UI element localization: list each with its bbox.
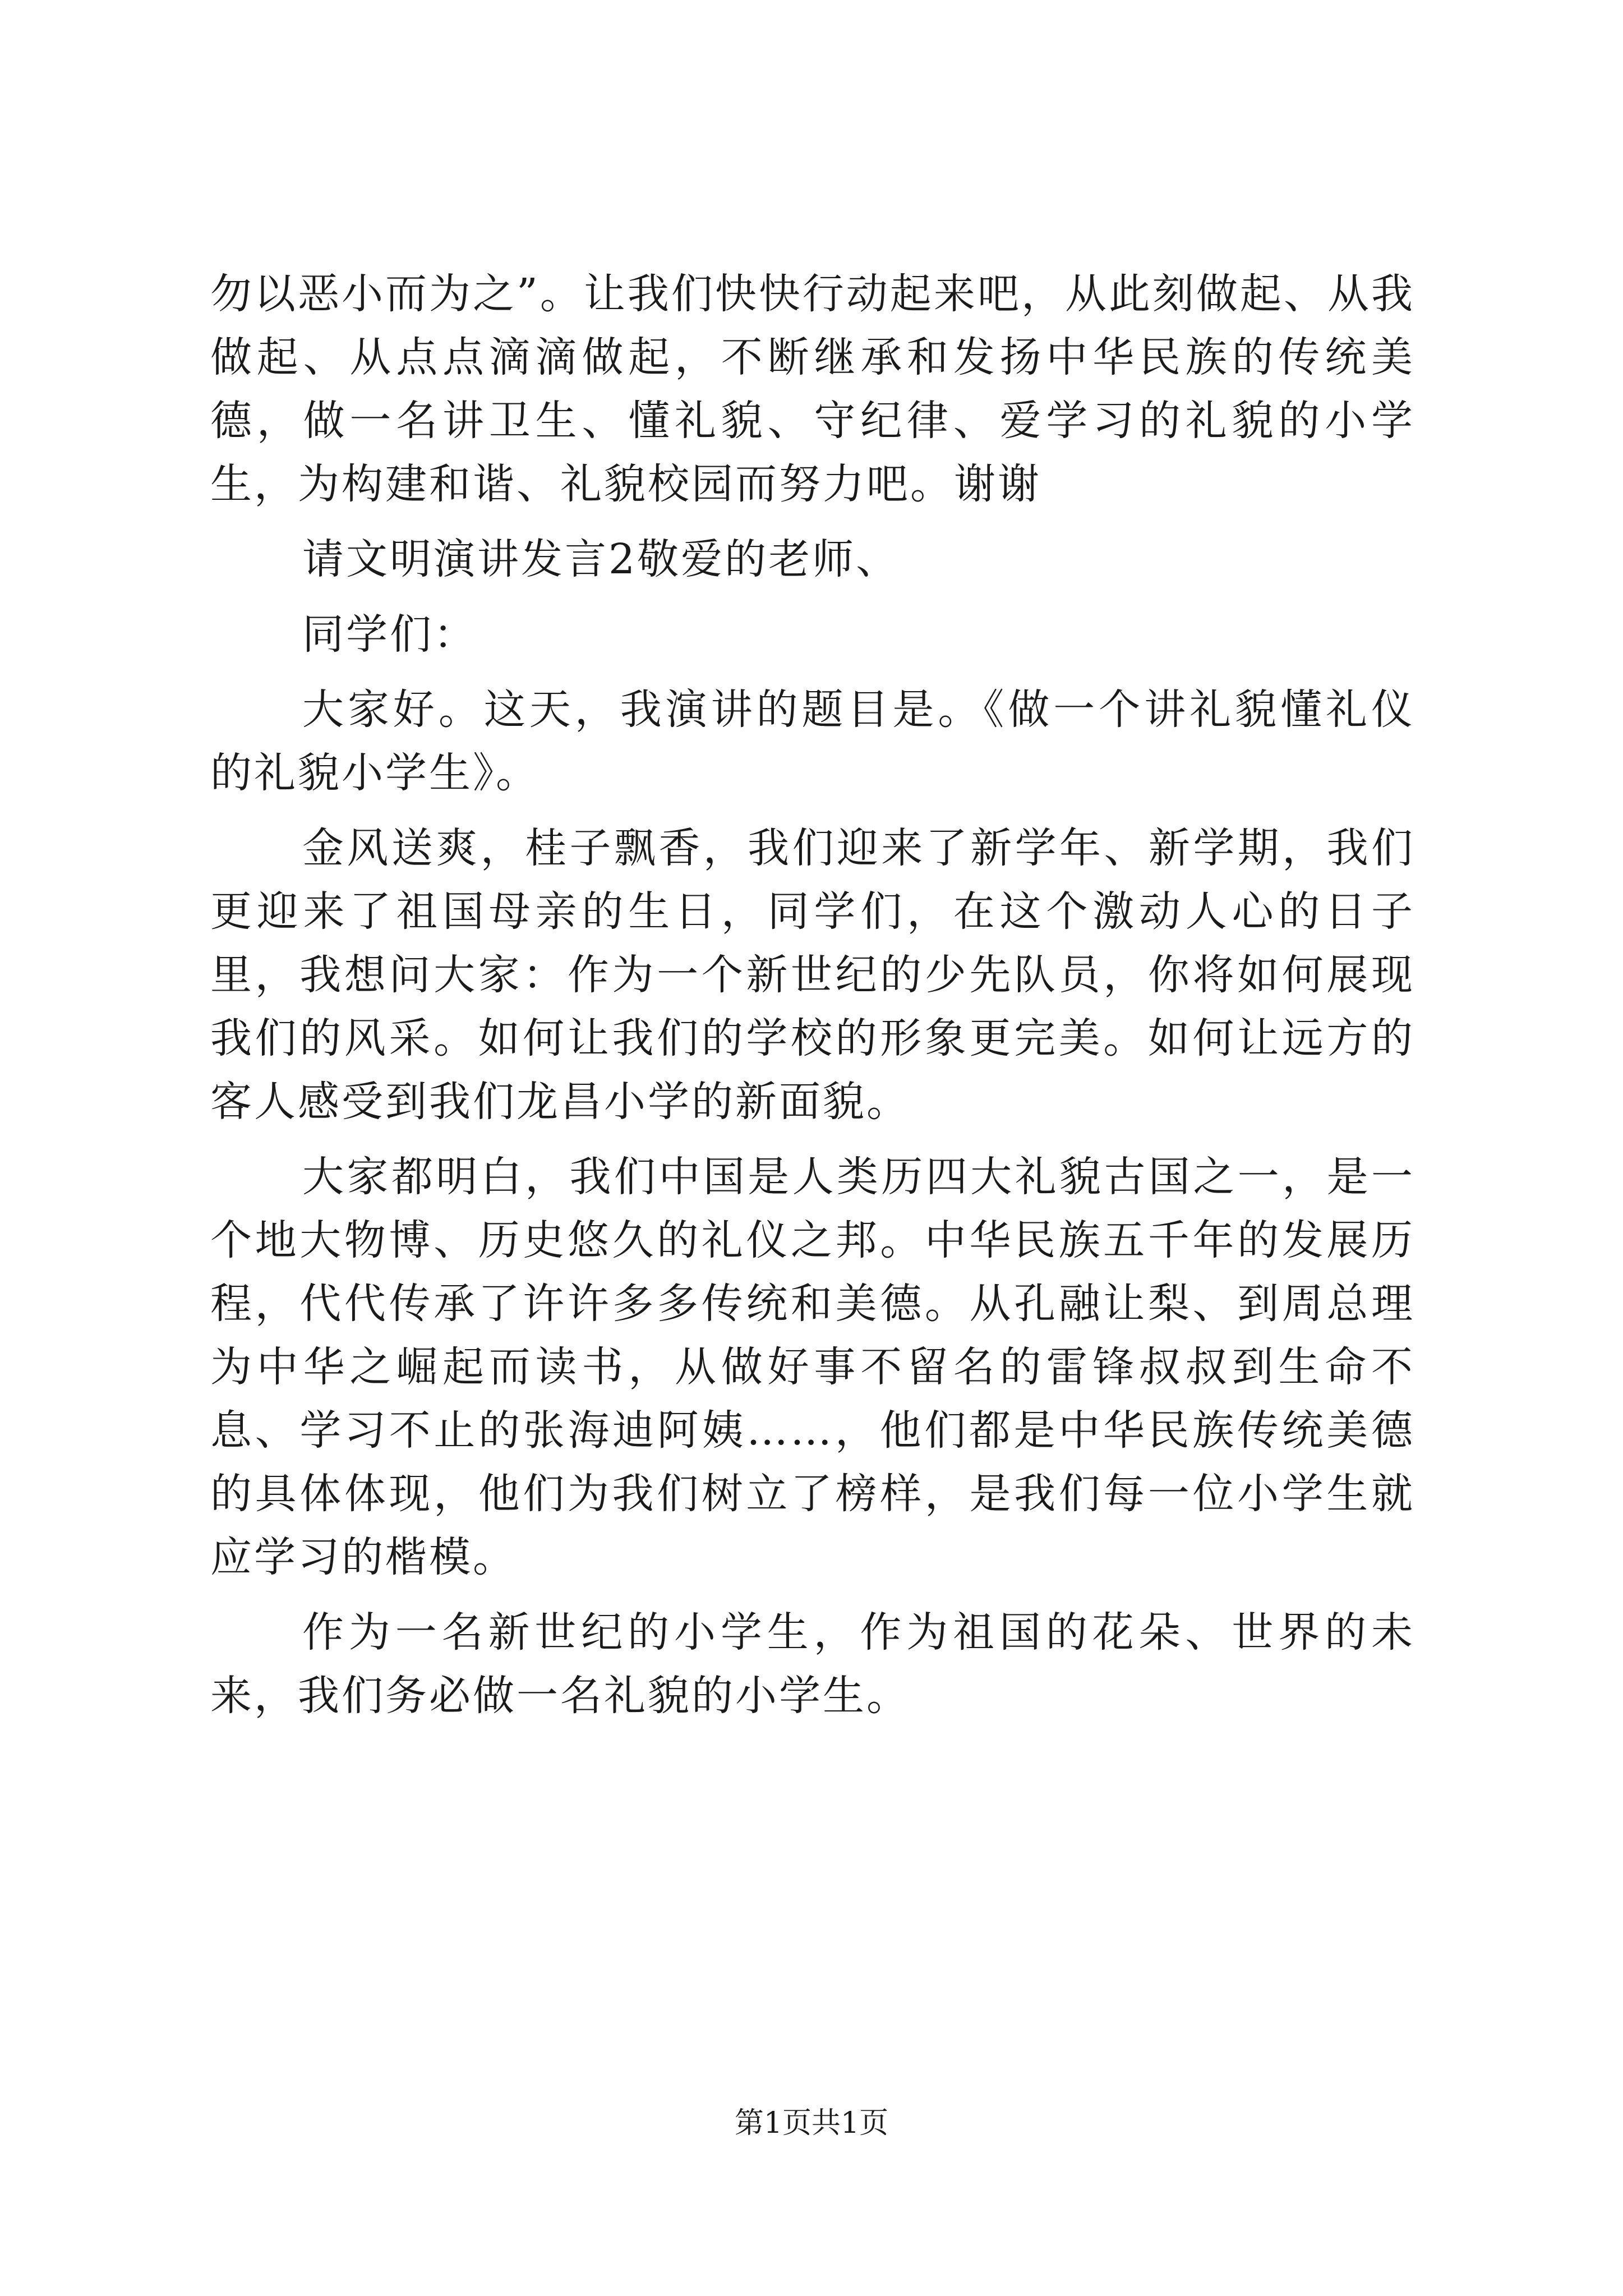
document-body	[210, 263, 1415, 1740]
paragraph-5: 金风送爽，桂子飘香，我们迎来了新学年、新学期，我们更迎来了祖国母亲的生日，同学们，在这个激动人心的日子里，我想问大家：作为一个新世纪的少先队员，你将如何展现我们的风采。如何让我们的学校的形象更完美。如何让远方的客人感受到我们龙昌小学的新面貌。	[210, 824, 1415, 1126]
paragraph-3: 同学们：	[302, 610, 477, 659]
paragraph-6: 大家都明白，我们中国是人类历四大礼貌古国之一，是一个地大物博、历史悠久的礼仪之邦。中华民族五千年的发展历程，代代传承了许许多多传统和美德。从孔融让梨、到周总理为中华之崛起而读书，从做好事不留名的雷锋叔叔到生命不息、学习不止的张海迪阿姨……，他们都是中华民族传统美德的具体体现，他们为我们树立了榜样，是我们每一位小学生就应学习的楷模。	[210, 1153, 1415, 1581]
page-number-total: 共1页	[811, 2106, 889, 2140]
page-number-current: 第1页	[734, 2106, 811, 2140]
paragraph-2: 请文明演讲发言2敬爱的老师、	[302, 535, 900, 583]
paragraph-7: 作为一名新世纪的小学生，作为祖国的花朵、世界的未来，我们务必做一名礼貌的小学生。	[210, 1608, 1415, 1720]
paragraph-4: 大家好。这天，我演讲的题目是。《做一个讲礼貌懂礼仪的礼貌小学生》。	[210, 685, 1415, 797]
page-footer	[0, 2106, 1623, 2140]
paragraph-1: 勿以恶小而为之”。让我们快快行动起来吧，从此刻做起、从我做起、从点点滴滴做起，不断继承和发扬中华民族的传统美德，做一名讲卫生、懂礼貌、守纪律、爱学习的礼貌的小学生，为构建和谐、礼貌校园而努力吧。谢谢	[210, 270, 1415, 508]
